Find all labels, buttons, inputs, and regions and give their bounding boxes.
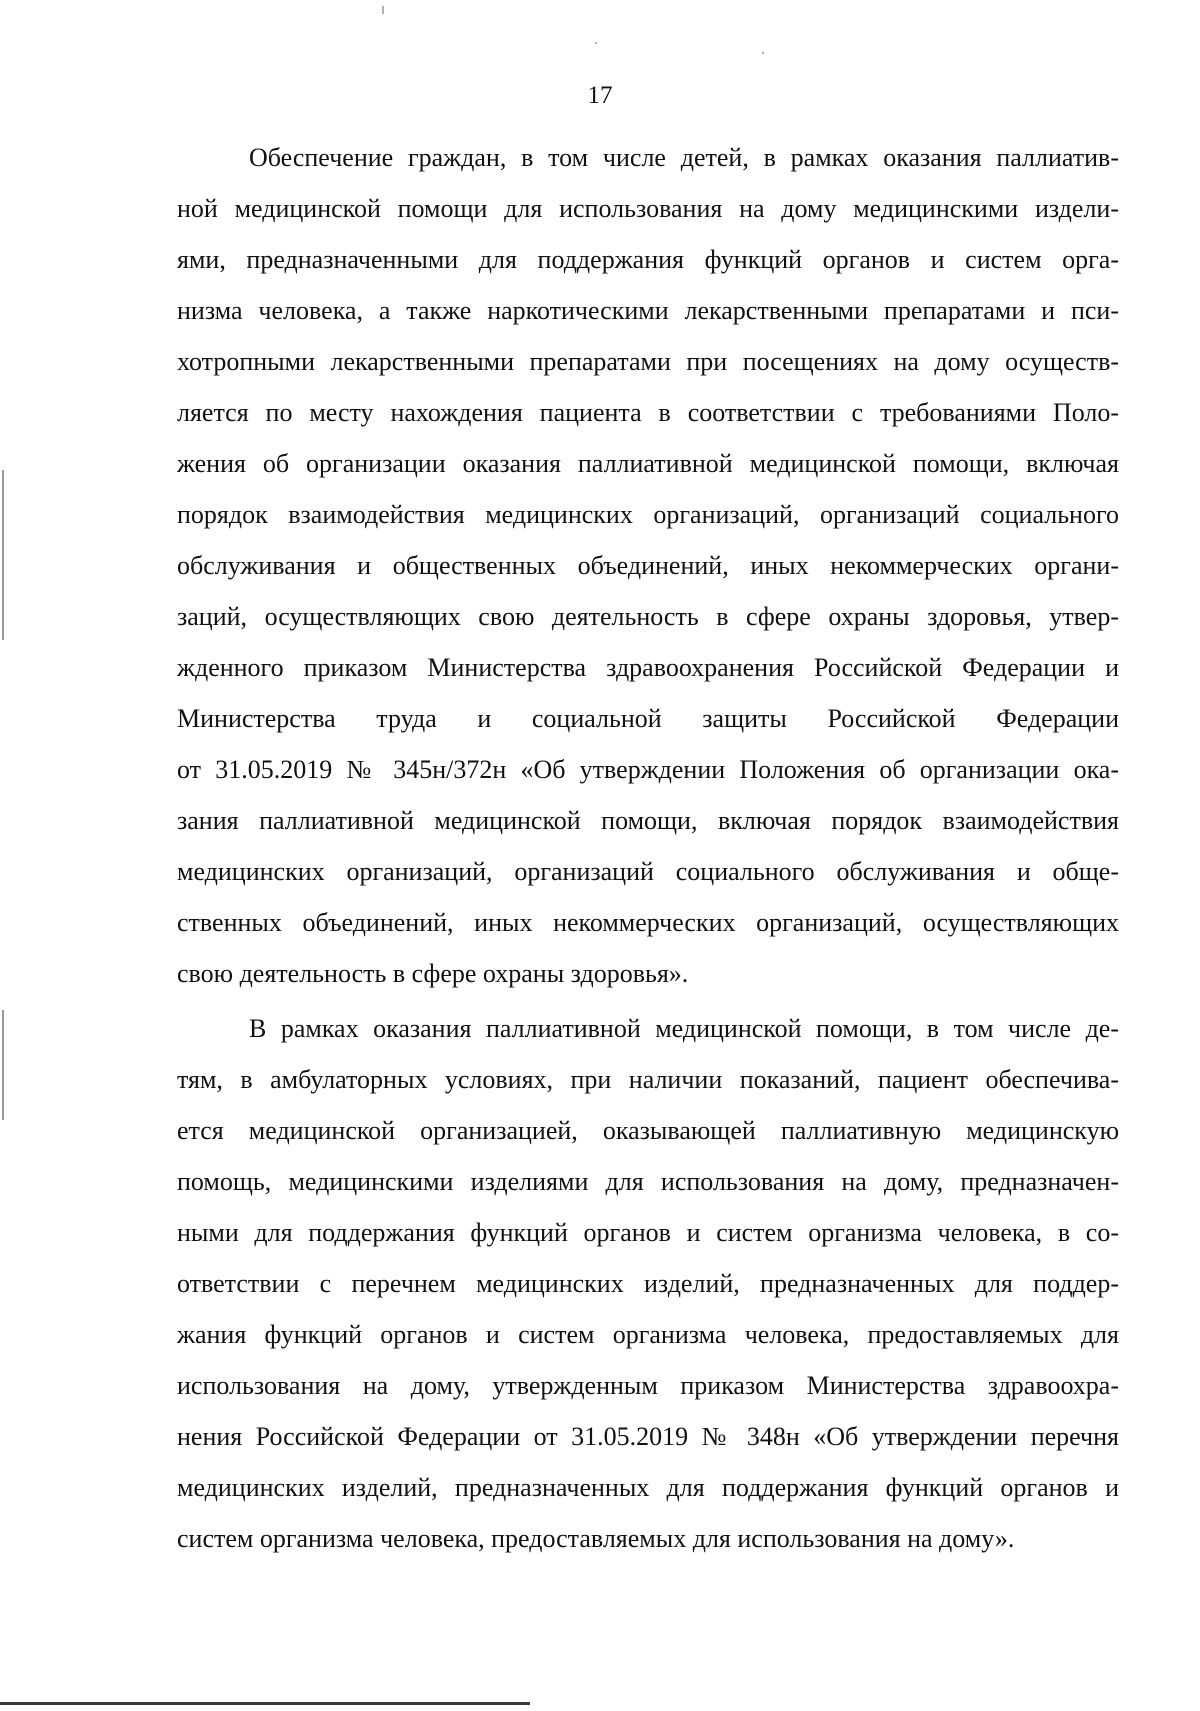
text-line: зания паллиативной медицинской помощи, включая порядок взаимодействия bbox=[177, 806, 1119, 835]
text-line: ется медицинской организацией, оказывающей паллиативную медицинскую bbox=[177, 1116, 1119, 1145]
text-line: нения Российской Федерации от 31.05.2019 № 348н «Об утверждении перечня bbox=[177, 1422, 1119, 1451]
paragraph-1 bbox=[177, 132, 1119, 999]
page-number: 17 bbox=[587, 82, 613, 109]
text-line: порядок взаимодействия медицинских организаций, организаций социального bbox=[177, 500, 1119, 529]
text-line: от 31.05.2019 № 345н/372н «Об утверждении Положения об организации ока- bbox=[177, 755, 1119, 784]
scan-bottom-line bbox=[0, 1702, 530, 1705]
text-line: использования на дому, утвержденным приказом Министерства здравоохра- bbox=[177, 1371, 1119, 1400]
text-line: свою деятельность в сфере охраны здоровья». bbox=[177, 959, 689, 988]
text-line: обслуживания и общественных объединений, иных некоммерческих органи- bbox=[177, 551, 1119, 580]
text-line: ями, предназначенными для поддержания функций органов и систем орга- bbox=[177, 245, 1119, 274]
document-body bbox=[177, 132, 1119, 1564]
text-line: ной медицинской помощи для использования на дому медицинскими издели- bbox=[177, 194, 1119, 223]
scan-speck bbox=[762, 52, 764, 54]
text-line: Обеспечение граждан, в том числе детей, в рамках оказания паллиатив- bbox=[249, 143, 1119, 172]
text-line: медицинских организаций, организаций социального обслуживания и обще- bbox=[177, 857, 1119, 886]
text-line: жания функций органов и систем организма человека, предоставляемых для bbox=[177, 1320, 1119, 1349]
text-line: ответствии с перечнем медицинских изделий, предназначенных для поддер- bbox=[177, 1269, 1119, 1298]
text-line: ными для поддержания функций органов и систем организма человека, в со- bbox=[177, 1218, 1119, 1247]
text-line: жденного приказом Министерства здравоохранения Российской Федерации и bbox=[177, 653, 1119, 682]
text-line: систем организма человека, предоставляемых для использования на дому». bbox=[177, 1524, 1015, 1553]
scan-edge-mark bbox=[2, 1010, 4, 1120]
text-line: Министерства труда и социальной защиты Российской Федерации bbox=[177, 704, 1119, 733]
text-line: тям, в амбулаторных условиях, при наличии показаний, пациент обеспечива- bbox=[177, 1065, 1119, 1094]
text-line: ляется по месту нахождения пациента в соответствии с требованиями Поло- bbox=[177, 398, 1119, 427]
text-line: низма человека, а также наркотическими лекарственными препаратами и пси- bbox=[177, 296, 1119, 325]
scan-speck bbox=[595, 42, 597, 44]
text-line: хотропными лекарственными препаратами при посещениях на дому осуществ- bbox=[177, 347, 1119, 376]
paragraph-2 bbox=[177, 1003, 1119, 1564]
text-line: помощь, медицинскими изделиями для использования на дому, предназначен- bbox=[177, 1167, 1119, 1196]
text-line: жения об организации оказания паллиативной медицинской помощи, включая bbox=[177, 449, 1119, 478]
text-line: заций, осуществляющих свою деятельность в сфере охраны здоровья, утвер- bbox=[177, 602, 1119, 631]
scan-speck bbox=[382, 6, 384, 14]
text-line: медицинских изделий, предназначенных для поддержания функций органов и bbox=[177, 1473, 1119, 1502]
text-line: В рамках оказания паллиативной медицинской помощи, в том числе де- bbox=[249, 1014, 1119, 1043]
text-line: ственных объединений, иных некоммерческих организаций, осуществляющих bbox=[177, 908, 1119, 937]
scan-edge-mark bbox=[2, 470, 4, 640]
